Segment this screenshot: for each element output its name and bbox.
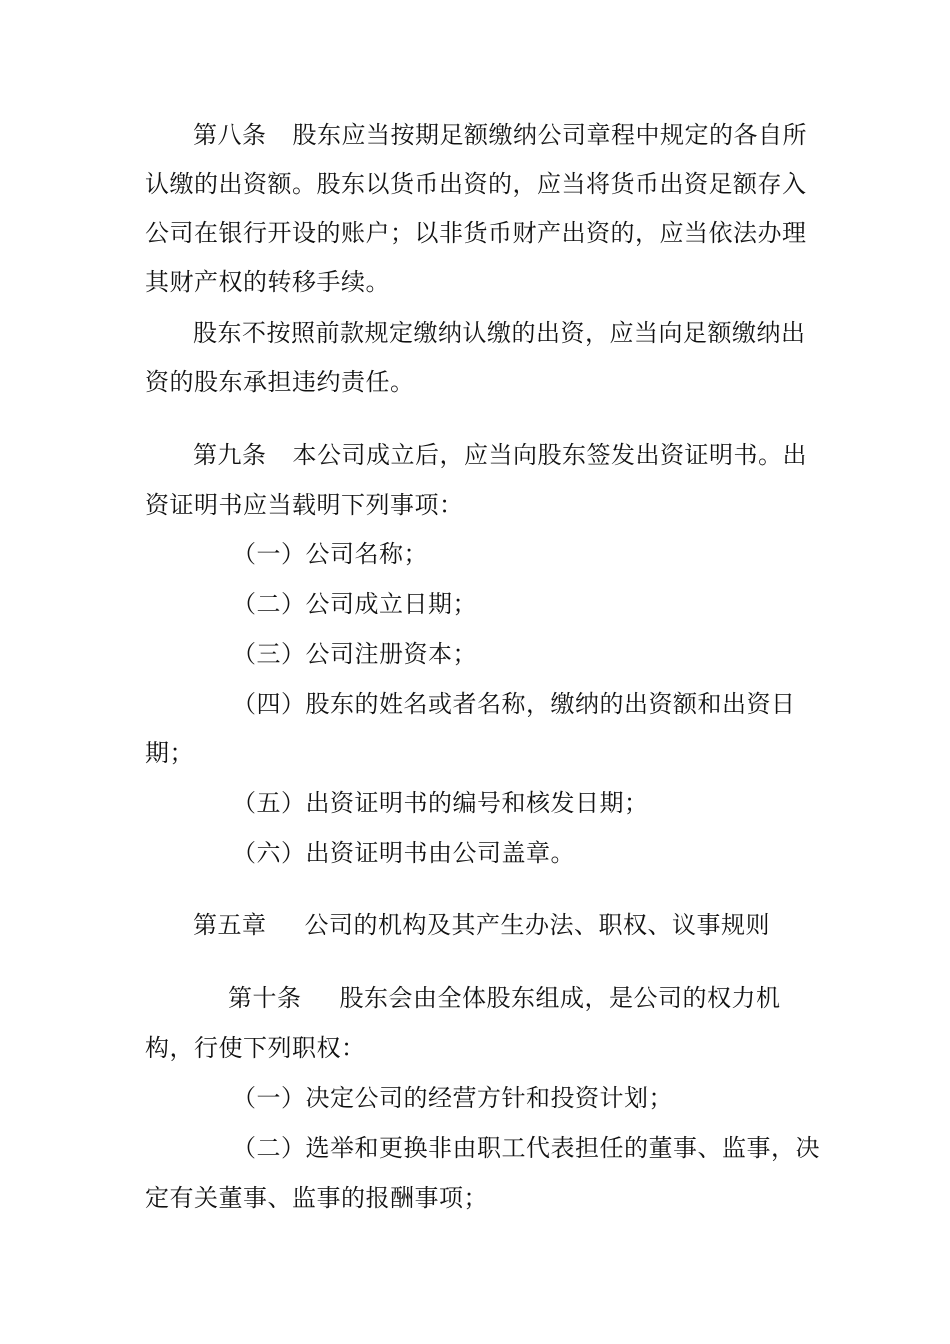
article8-heading: 第八条 — [193, 121, 267, 149]
article9-item-5: （五）出资证明书的编号和核发日期； — [232, 789, 649, 817]
article9-item-3: （三）公司注册资本； — [232, 640, 477, 668]
article10-item-1: （一）决定公司的经营方针和投资计划； — [232, 1084, 673, 1112]
article9-text: 本公司成立后，应当向股东签发出资证明书。出 — [292, 441, 807, 469]
article8-line4: 其财产权的转移手续。 — [145, 268, 390, 296]
article10-item-2: （二）选举和更换非由职工代表担任的董事、监事，决 — [232, 1134, 820, 1162]
article9-item-4: （四）股东的姓名或者名称，缴纳的出资额和出资日 — [232, 690, 796, 718]
chapter5-heading: 第五章 — [193, 911, 267, 939]
article10-line2: 构，行使下列职权： — [145, 1034, 366, 1062]
article8-para2-line2: 资的股东承担违约责任。 — [145, 368, 415, 396]
article9-line2: 资证明书应当载明下列事项： — [145, 491, 464, 519]
article8-text: 股东应当按期足额缴纳公司章程中规定的各自所 — [292, 121, 807, 149]
article10-heading: 第十条 — [228, 984, 302, 1012]
chapter5-heading-line — [193, 910, 770, 940]
chapter5-title: 公司的机构及其产生办法、职权、议事规则 — [304, 911, 770, 939]
article9-item-2: （二）公司成立日期； — [232, 590, 477, 618]
article8-line3: 公司在银行开设的账户；以非货币财产出资的，应当依法办理 — [145, 219, 807, 247]
article8-para2-line1: 股东不按照前款规定缴纳认缴的出资，应当向足额缴纳出 — [193, 319, 806, 347]
article9-item-4-cont: 期； — [145, 739, 194, 767]
article9-heading: 第九条 — [193, 441, 267, 469]
article10-line1 — [228, 983, 781, 1013]
article10-item-2-cont: 定有关董事、监事的报酬事项； — [145, 1184, 488, 1212]
article8-line2: 认缴的出资额。股东以货币出资的，应当将货币出资足额存入 — [145, 170, 807, 198]
article9-item-6: （六）出资证明书由公司盖章。 — [232, 839, 575, 867]
article9-item-1: （一）公司名称； — [232, 540, 428, 568]
article10-text: 股东会由全体股东组成，是公司的权力机 — [339, 984, 781, 1012]
article9-line1 — [193, 440, 807, 470]
article8-line1 — [193, 120, 807, 150]
